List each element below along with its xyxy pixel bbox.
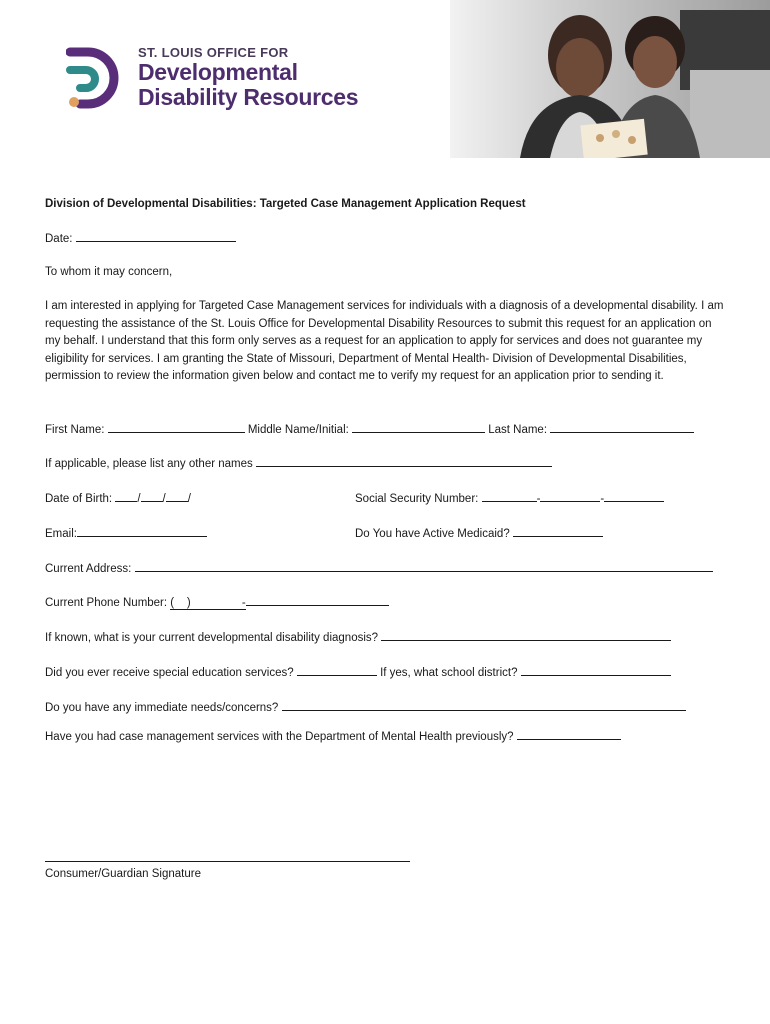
diagnosis-row: [45, 629, 735, 648]
case-management-field[interactable]: [517, 728, 621, 740]
other-names-field[interactable]: [256, 455, 552, 467]
organization-logo: [66, 44, 366, 114]
email-field[interactable]: [77, 525, 207, 537]
special-ed-label: Did you ever receive special education services?: [45, 667, 294, 679]
medicaid-field[interactable]: [513, 525, 603, 537]
dob-separator: /: [187, 493, 191, 505]
phone-area-field[interactable]: ( ) -: [170, 597, 246, 609]
body-paragraph: I am interested in applying for Targeted Case Management services for individuals with a diagnosis of a developmental disability. I am requesting the assistance of the St. Louis Office for Developmental Disability Resources to submit this request for an application on my behalf. I understand that this form only serves as a request for an application to apply for services and does not guarantee my eligibility for services. I am granting the State of Missouri, Department of Mental Health- Division of Developmental Disabilities, permission to review the information given below and contact me to verify my request for an application prior to sending it.: [45, 300, 724, 382]
last-name-field[interactable]: [550, 421, 694, 433]
special-ed-row: [45, 664, 735, 683]
ssn-separator: -: [600, 493, 605, 505]
dob-label: Date of Birth:: [45, 493, 113, 505]
other-names-row: [45, 455, 735, 474]
date-row: [45, 230, 735, 249]
phone-row: [45, 594, 735, 613]
dob-year-field[interactable]: [166, 490, 188, 502]
ssn-part1-field[interactable]: [482, 490, 537, 502]
first-name-field[interactable]: [108, 421, 245, 433]
needs-label: Do you have any immediate needs/concerns?: [45, 702, 279, 714]
dob-separator: /: [137, 493, 141, 505]
needs-field[interactable]: [282, 699, 686, 711]
case-management-row: [45, 728, 735, 747]
logo-prefix: ST. LOUIS OFFICE FOR: [138, 45, 289, 60]
ssn-part2-field[interactable]: [540, 490, 600, 502]
signature-label: Consumer/Guardian Signature: [45, 868, 201, 880]
address-label: Current Address:: [45, 563, 132, 575]
last-name-label: Last Name:: [488, 424, 548, 436]
dob-day-field[interactable]: [141, 490, 163, 502]
address-row: [45, 560, 735, 579]
form-title: Division of Developmental Disabilities: Targeted Case Management Application Request: [45, 198, 526, 210]
ssn-separator: -: [536, 493, 541, 505]
school-district-field[interactable]: [521, 664, 671, 676]
email-medicaid-row: [45, 525, 735, 544]
special-ed-field[interactable]: [297, 664, 377, 676]
medicaid-label: Do You have Active Medicaid?: [355, 528, 510, 540]
email-label: Email:: [45, 528, 77, 540]
phone-label: Current Phone Number:: [45, 597, 168, 609]
logo-line-1: Developmental: [138, 59, 298, 85]
first-name-label: First Name:: [45, 424, 105, 436]
greeting: To whom it may concern,: [45, 266, 173, 278]
dob-ssn-row: [45, 490, 735, 509]
case-management-label: Have you had case management services with the Department of Mental Health previously?: [45, 731, 514, 743]
diagnosis-field[interactable]: [381, 629, 671, 641]
needs-row: [45, 699, 735, 718]
phone-number-field[interactable]: [246, 594, 389, 606]
dob-separator: /: [162, 493, 166, 505]
date-label: Date:: [45, 233, 73, 245]
middle-name-field[interactable]: [352, 421, 485, 433]
address-field[interactable]: [135, 560, 713, 572]
header-photo: [450, 0, 770, 158]
logo-mark-icon: [66, 44, 128, 110]
dob-month-field[interactable]: [115, 490, 137, 502]
diagnosis-label: If known, what is your current developmental disability diagnosis?: [45, 632, 379, 644]
logo-line-2: Disability Resources: [138, 84, 359, 110]
date-field[interactable]: [76, 230, 236, 242]
signature-field[interactable]: [45, 861, 410, 862]
school-district-label: If yes, what school district?: [380, 667, 518, 679]
ssn-part3-field[interactable]: [604, 490, 664, 502]
middle-name-label: Middle Name/Initial:: [247, 424, 349, 436]
other-names-label: If applicable, please list any other names: [45, 458, 253, 470]
ssn-label: Social Security Number:: [355, 493, 479, 505]
names-row: [45, 421, 735, 440]
